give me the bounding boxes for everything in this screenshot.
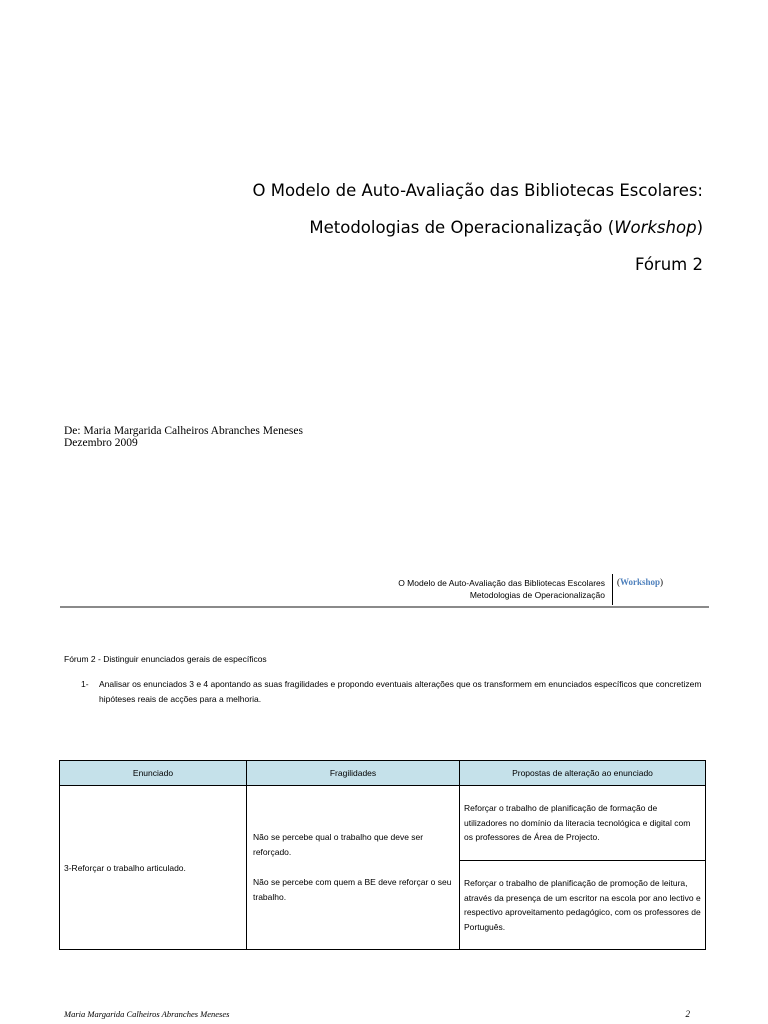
- task-text: Analisar os enunciados 3 e 4 apontando as suas fragilidades e propondo eventuais alterações que os transformem em enunciados específicos que concretizem hipóteses reais de acções para a melhoria.: [99, 679, 702, 704]
- author-block: [64, 425, 303, 449]
- header-line-2: Metodologias de Operacionalização: [469, 590, 605, 600]
- header-workshop-label: Workshop: [620, 577, 661, 587]
- author-name: De: Maria Margarida Calheiros Abranches Meneses: [64, 425, 303, 437]
- header-line-1: O Modelo de Auto-Avaliação das Bibliotecas Escolares: [398, 578, 605, 588]
- header-divider: [612, 574, 613, 605]
- title-line-3: Fórum 2: [634, 255, 703, 274]
- task-item: [64, 677, 704, 707]
- header-paren-close: ): [660, 577, 664, 587]
- title-line-2-suffix: ): [696, 218, 703, 237]
- document-title: [252, 180, 703, 291]
- column-header-fragilidades: Fragilidades: [247, 761, 460, 786]
- title-line-2-italic: Workshop: [614, 218, 697, 237]
- fragilidade-2: Não se percebe com quem a BE deve reforçar o seu trabalho.: [253, 877, 452, 902]
- header-title: [398, 577, 605, 601]
- forum-title: Fórum 2 - Distinguir enunciados gerais de específicos: [64, 654, 267, 664]
- column-header-propostas: Propostas de alteração ao enunciado: [460, 761, 706, 786]
- title-line-2-prefix: Metodologias de Operacionalização (: [309, 218, 615, 237]
- enunciado-cell: 3-Reforçar o trabalho articulado.: [60, 786, 247, 950]
- footer-author: Maria Margarida Calheiros Abranches Meneses: [64, 1009, 230, 1019]
- table-header-row: [60, 761, 706, 786]
- page-header: [60, 574, 709, 608]
- title-line-2: [252, 217, 703, 239]
- table-row: [60, 786, 706, 861]
- header-workshop: [617, 577, 663, 587]
- header-paren-open: (: [617, 577, 620, 587]
- title-line-1: O Modelo de Auto-Avaliação das Bibliotecas Escolares:: [252, 181, 703, 200]
- fragilidade-1: Não se percebe qual o trabalho que deve ser reforçado.: [253, 832, 424, 857]
- document-date: Dezembro 2009: [64, 437, 138, 449]
- proposta-cell-1: Reforçar o trabalho de planificação de formação de utilizadores no domínio da literacia tecnológica e digital com os professores de Área de Projecto.: [460, 786, 706, 861]
- task-number: 1-: [81, 679, 89, 689]
- fragilidades-cell: [247, 786, 460, 950]
- analysis-table: [59, 760, 706, 950]
- page-number: 2: [685, 1009, 690, 1019]
- proposta-cell-2: Reforçar o trabalho de planificação de promoção de leitura, através da presença de um escritor na escola por ano lectivo e respectivo aproveitamento pedagógico, com os professores de Português.: [460, 861, 706, 950]
- column-header-enunciado: Enunciado: [60, 761, 247, 786]
